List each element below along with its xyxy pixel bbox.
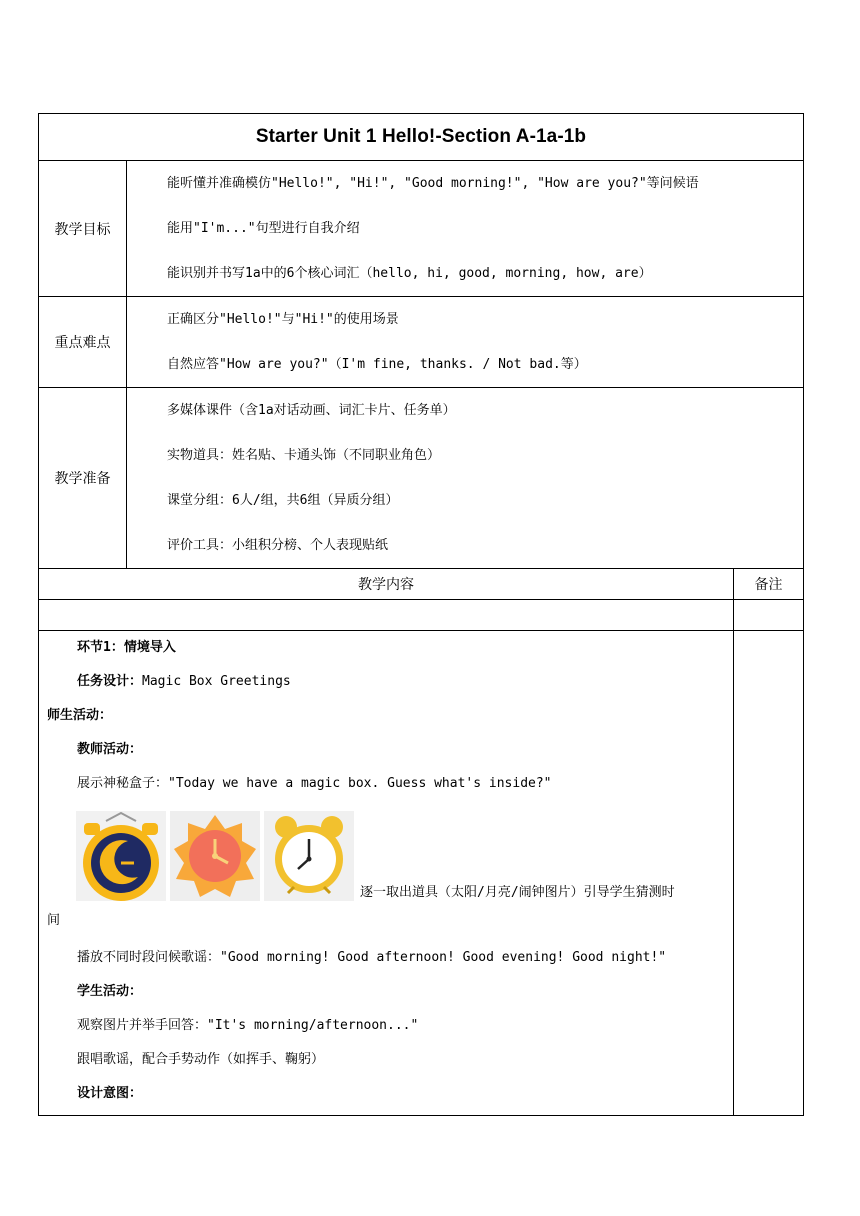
- picture-caption: 逐一取出道具（太阳/月亮/闹钟图片）引导学生猜测时: [360, 885, 675, 900]
- moon-clock-icon: [76, 811, 166, 901]
- picture-caption-tail: 间: [47, 913, 61, 928]
- objective-item: 能用"I'm..."句型进行自我介绍: [167, 221, 360, 236]
- notes-cell: [734, 631, 804, 1116]
- task-value: Magic Box Greetings: [142, 674, 291, 689]
- empty-content-cell: [39, 600, 734, 631]
- key-point-item: 正确区分"Hello!"与"Hi!"的使用场景: [167, 312, 399, 327]
- content-header: 教学内容: [39, 569, 734, 600]
- student-label: 学生活动：: [77, 984, 143, 999]
- student-activity: 跟唱歌谣，配合手势动作（如挥手、鞠躬）: [77, 1052, 325, 1067]
- teacher-label: 教师活动：: [77, 742, 143, 757]
- notes-header: 备注: [734, 569, 804, 600]
- alarm-clock-icon: [264, 811, 354, 901]
- objective-item: 能听懂并准确模仿"Hello!", "Hi!", "Good morning!", "How are you?"等问候语: [167, 176, 699, 191]
- empty-notes-cell: [734, 600, 804, 631]
- show-box-line: 展示神秘盒子："Today we have a magic box. Guess what's inside?": [77, 776, 552, 791]
- lesson-plan-table: [38, 113, 804, 1116]
- preparation-label: 教学准备: [39, 388, 127, 569]
- picture-row: [39, 811, 733, 901]
- design-label: 设计意图：: [77, 1086, 143, 1101]
- key-point-item: 自然应答"How are you?"（I'm fine, thanks. / Not bad.等）: [167, 357, 587, 372]
- alarm-clock-picture: [264, 811, 354, 901]
- sun-clock-icon: [170, 811, 260, 901]
- objective-item: 能识别并书写1a中的6个核心词汇（hello, hi, good, morning, how, are）: [167, 266, 652, 281]
- preparation-items: [127, 388, 804, 569]
- step-heading: 环节1：情境导入: [77, 640, 176, 655]
- sun-clock-picture: [170, 811, 260, 901]
- song-line: 播放不同时段问候歌谣："Good morning! Good afternoon! Good evening! Good night!": [77, 950, 667, 965]
- preparation-item: 评价工具：小组积分榜、个人表现贴纸: [167, 538, 389, 553]
- lesson-title: Starter Unit 1 Hello!-Section A-1a-1b: [255, 126, 587, 147]
- moon-clock-picture: [76, 811, 166, 901]
- key-points-label: 重点难点: [39, 297, 127, 388]
- preparation-item: 课堂分组：6人/组，共6组（异质分组）: [167, 493, 399, 508]
- title-cell: [39, 114, 804, 161]
- task-line: [39, 665, 733, 699]
- objectives-items: [127, 161, 804, 297]
- content-cell: [39, 631, 734, 1116]
- preparation-item: 实物道具：姓名贴、卡通头饰（不同职业角色）: [167, 448, 441, 463]
- student-activity: 观察图片并举手回答："It's morning/afternoon...": [77, 1018, 419, 1033]
- task-label: 任务设计：: [77, 674, 143, 689]
- activities-label: 师生活动：: [47, 708, 113, 723]
- preparation-item: 多媒体课件（含1a对话动画、词汇卡片、任务单）: [167, 403, 456, 418]
- objectives-label: 教学目标: [39, 161, 127, 297]
- key-points-items: [127, 297, 804, 388]
